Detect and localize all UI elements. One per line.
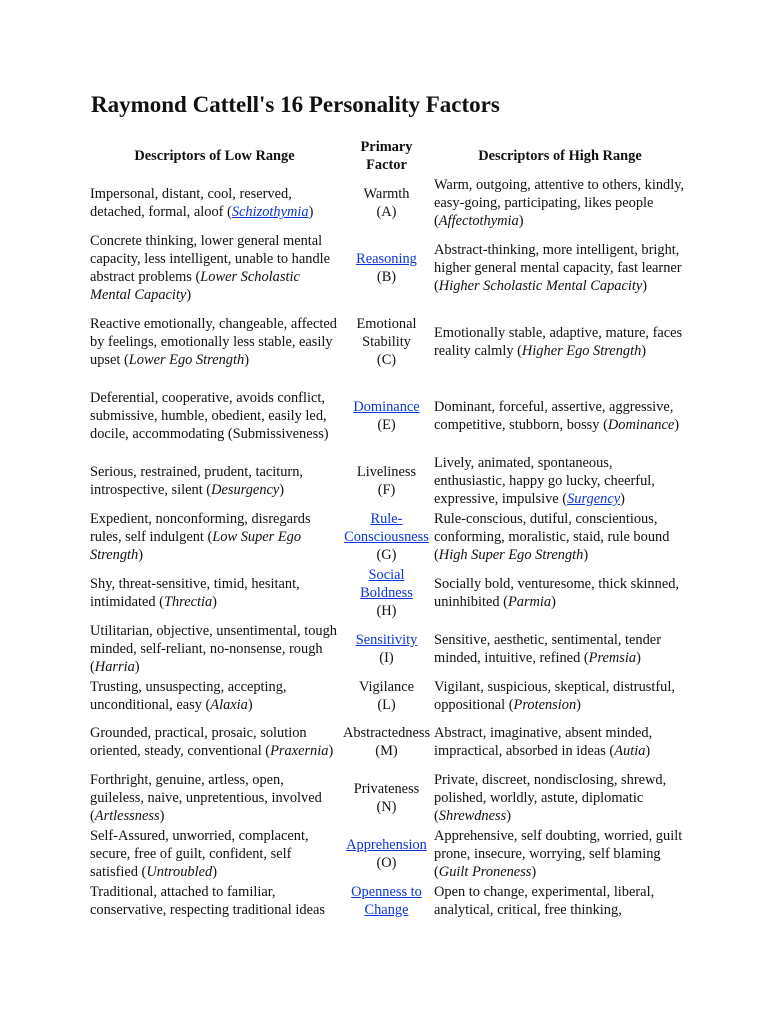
- primary-factor-cell: [340, 677, 433, 714]
- low-descriptor-end: ): [212, 864, 217, 880]
- primary-factor-cell: [340, 379, 433, 453]
- factor-name: Liveliness: [356, 464, 417, 480]
- high-descriptor-end: ): [506, 808, 512, 824]
- low-range-descriptor: [89, 175, 340, 231]
- low-term: Artlessness: [94, 808, 160, 824]
- high-descriptor-text: Vigilant, suspicious, skeptical, distrustful, oppositional (: [434, 678, 675, 713]
- high-descriptor-text: Emotionally stable, adaptive, mature, faces reality calmly (: [434, 325, 683, 359]
- factor-name: Privateness: [353, 781, 420, 797]
- high-descriptor-text: Lively, animated, spontaneous, enthusiastic, happy go lucky, cheerful, expressive, impulsive (: [434, 455, 655, 507]
- primary-factor-cell: [340, 231, 433, 305]
- table-row: [89, 714, 687, 770]
- low-term: Desurgency: [211, 482, 280, 498]
- low-range-descriptor: [89, 379, 340, 453]
- low-term: Lower Ego Strength: [128, 352, 245, 368]
- table-row: [89, 305, 687, 379]
- table-row: [89, 621, 687, 677]
- low-range-descriptor: [89, 509, 340, 565]
- low-term: Low Super Ego Strength: [90, 529, 302, 563]
- high-descriptor-end: ): [674, 417, 680, 433]
- high-descriptor-end: ): [642, 278, 648, 294]
- factor-name: Abstractedness: [342, 725, 431, 741]
- factor-code: (N): [376, 799, 397, 815]
- factor-code: (C): [376, 352, 397, 368]
- table-header-row: [89, 137, 687, 175]
- low-descriptor-end: ): [279, 482, 285, 498]
- high-descriptor-text: Abstract, imaginative, absent minded, impractical, absorbed in ideas (: [434, 725, 653, 759]
- low-range-descriptor: [89, 453, 340, 509]
- low-range-descriptor: [89, 826, 340, 882]
- high-term: Protension: [513, 696, 577, 713]
- low-descriptor-text: Grounded, practical, prosaic, solution oriented, steady, conventional (: [90, 725, 307, 759]
- low-range-descriptor: [89, 677, 340, 714]
- high-descriptor-end: ): [531, 864, 537, 880]
- high-descriptor-end: ): [641, 343, 647, 359]
- factor-name: Vigilance: [358, 678, 415, 695]
- high-descriptor-text: Apprehensive, self doubting, worried, guilt prone, insecure, worrying, self blaming (: [434, 828, 683, 880]
- factor-link[interactable]: Sensitivity: [355, 632, 418, 648]
- low-descriptor-text: Traditional, attached to familiar, conservative, respecting traditional ideas: [90, 883, 325, 918]
- high-descriptor-text: Abstract-thinking, more intelligent, bright, higher general mental capacity, fast learner (: [434, 242, 682, 294]
- factor-name: Emotional Stability: [356, 316, 417, 350]
- high-term: Higher Ego Strength: [521, 343, 642, 359]
- low-term-link[interactable]: Schizothymia: [231, 204, 309, 220]
- high-term: Shrewdness: [438, 808, 507, 824]
- high-descriptor-end: ): [518, 213, 524, 229]
- high-descriptor-text: Dominant, forceful, assertive, aggressive, competitive, stubborn, bossy (: [434, 399, 674, 433]
- primary-factor-cell: [340, 565, 433, 621]
- high-range-descriptor: [433, 509, 687, 565]
- low-range-descriptor: [89, 882, 340, 919]
- factor-code: (H): [376, 603, 397, 619]
- high-term: Dominance: [607, 417, 675, 433]
- page-title: Raymond Cattell's 16 Personality Factors: [91, 92, 500, 117]
- header-primary-factor-line1: Primary: [360, 139, 413, 155]
- personality-factors-table: [89, 137, 687, 919]
- low-term: Lower Scholastic Mental Capacity: [90, 269, 300, 303]
- factor-code: (M): [375, 743, 398, 759]
- factor-code: (E): [377, 417, 396, 433]
- high-descriptor-text: Socially bold, venturesome, thick skinned, uninhibited (: [434, 576, 679, 610]
- primary-factor-cell: [340, 175, 433, 231]
- low-descriptor-end: ): [138, 547, 144, 563]
- high-range-descriptor: [433, 677, 687, 714]
- primary-factor-cell: [340, 826, 433, 882]
- high-range-descriptor: [433, 770, 687, 826]
- low-descriptor-text: Shy, threat-sensitive, timid, hesitant, intimidated (: [90, 576, 300, 610]
- low-range-descriptor: [89, 621, 340, 677]
- high-descriptor-text: Rule-conscious, dutiful, conscientious, conforming, moralistic, staid, rule bound (: [434, 511, 670, 563]
- low-descriptor-end: ): [244, 352, 249, 368]
- header-primary-factor: [340, 137, 433, 175]
- low-term: Untroubled: [146, 864, 213, 880]
- factor-code: (F): [377, 482, 396, 498]
- high-term: Premsia: [588, 650, 637, 666]
- high-range-descriptor: [433, 379, 687, 453]
- high-term: Affectothymia: [438, 213, 519, 229]
- low-range-descriptor: [89, 231, 340, 305]
- factor-link[interactable]: Social Boldness: [360, 567, 413, 601]
- low-range-descriptor: [89, 305, 340, 379]
- low-descriptor-end: ): [247, 696, 253, 713]
- table-row: [89, 379, 687, 453]
- high-range-descriptor: [433, 565, 687, 621]
- low-term: Threctia: [163, 594, 213, 610]
- table-row: [89, 175, 687, 231]
- table-row: [89, 826, 687, 882]
- table-row: [89, 677, 687, 714]
- factor-link[interactable]: Rule-Consciousness: [344, 511, 429, 545]
- primary-factor-cell: [340, 882, 433, 919]
- low-descriptor-text: Forthright, genuine, artless, open, guileless, naive, unpretentious, involved (: [90, 772, 322, 824]
- high-descriptor-text: Open to change, experimental, liberal, analytical, critical, free thinking,: [434, 883, 655, 918]
- table-row: [89, 565, 687, 621]
- high-descriptor-end: ): [583, 547, 589, 563]
- high-range-descriptor: [433, 714, 687, 770]
- high-range-descriptor: [433, 175, 687, 231]
- high-range-descriptor: [433, 305, 687, 379]
- low-descriptor-end: ): [159, 808, 165, 824]
- primary-factor-cell: [340, 509, 433, 565]
- header-primary-factor-line2: Factor: [366, 157, 407, 173]
- high-term: Autia: [614, 743, 646, 759]
- low-descriptor-text: Deferential, cooperative, avoids conflict, submissive, humble, obedient, easily led, docile, accommodating (Submissiveness): [90, 390, 329, 442]
- factor-link[interactable]: Reasoning: [356, 251, 417, 267]
- high-term: Higher Scholastic Mental Capacity: [438, 278, 643, 294]
- high-term: Parmia: [507, 594, 552, 610]
- table-row: [89, 453, 687, 509]
- low-term: Alaxia: [210, 696, 248, 713]
- primary-factor-cell: [340, 621, 433, 677]
- factor-name: Warmth: [363, 186, 410, 202]
- high-term: Guilt Proneness: [438, 864, 532, 880]
- high-range-descriptor: [433, 882, 687, 919]
- low-term: Harria: [94, 659, 135, 675]
- high-descriptor-text: Private, discreet, nondisclosing, shrewd, polished, worldly, astute, diplomatic (: [434, 772, 667, 824]
- high-descriptor-end: ): [645, 743, 651, 759]
- factor-link[interactable]: Openness to Change: [351, 883, 422, 918]
- factor-code: (L): [377, 696, 396, 713]
- high-descriptor-end: ): [636, 650, 641, 666]
- high-descriptor-end: ): [576, 696, 581, 713]
- high-descriptor-end: ): [551, 594, 556, 610]
- low-descriptor-text: Self-Assured, unworried, complacent, secure, free of guilt, confident, self satisfied (: [90, 828, 309, 880]
- low-descriptor-text: Serious, restrained, prudent, taciturn, introspective, silent (: [90, 464, 303, 498]
- factor-code: (O): [376, 855, 397, 871]
- low-descriptor-text: Reactive emotionally, changeable, affected by feelings, emotionally less stable, easily upset (: [90, 316, 337, 368]
- low-range-descriptor: [89, 565, 340, 621]
- high-term: High Super Ego Strength: [438, 547, 584, 563]
- primary-factor-cell: [340, 305, 433, 379]
- low-descriptor-end: ): [212, 594, 217, 610]
- low-descriptor-text: Trusting, unsuspecting, accepting, unconditional, easy (: [90, 678, 287, 713]
- low-descriptor-text: Utilitarian, objective, unsentimental, tough minded, self-reliant, no-nonsense, rough (: [90, 623, 337, 675]
- low-descriptor-end: ): [186, 287, 192, 303]
- low-term: Praxernia: [270, 743, 329, 759]
- factor-link[interactable]: Apprehension: [346, 837, 427, 853]
- high-range-descriptor: [433, 231, 687, 305]
- primary-factor-cell: [340, 714, 433, 770]
- factor-code: (A): [376, 204, 397, 220]
- low-descriptor-end: ): [134, 659, 140, 675]
- low-descriptor-text: Concrete thinking, lower general mental capacity, less intelligent, unable to handle abstract problems (: [90, 233, 331, 285]
- high-descriptor-text: Sensitive, aesthetic, sentimental, tender minded, intuitive, refined (: [434, 632, 661, 666]
- high-descriptor-text: Warm, outgoing, attentive to others, kindly, easy-going, participating, likes people (: [434, 177, 685, 229]
- primary-factor-cell: [340, 770, 433, 826]
- primary-factor-cell: [340, 453, 433, 509]
- factor-code: (B): [376, 269, 397, 285]
- factor-link[interactable]: Dominance: [353, 399, 420, 415]
- header-high-range: Descriptors of High Range: [478, 148, 642, 164]
- factor-code: (I): [379, 650, 394, 666]
- low-range-descriptor: [89, 714, 340, 770]
- high-descriptor-end: ): [620, 491, 625, 507]
- factor-code: (G): [376, 547, 397, 563]
- high-range-descriptor: [433, 453, 687, 509]
- low-descriptor-text: Impersonal, distant, cool, reserved, detached, formal, aloof (: [90, 186, 292, 220]
- low-descriptor-end: ): [308, 204, 314, 220]
- low-descriptor-end: ): [328, 743, 334, 759]
- table-row: [89, 770, 687, 826]
- table-row: [89, 882, 687, 919]
- low-range-descriptor: [89, 770, 340, 826]
- table-row: [89, 231, 687, 305]
- high-term-link[interactable]: Surgency: [567, 491, 621, 507]
- high-range-descriptor: [433, 621, 687, 677]
- table-row: [89, 509, 687, 565]
- header-low-range: Descriptors of Low Range: [134, 148, 295, 164]
- high-range-descriptor: [433, 826, 687, 882]
- low-descriptor-text: Expedient, nonconforming, disregards rules, self indulgent (: [90, 511, 311, 545]
